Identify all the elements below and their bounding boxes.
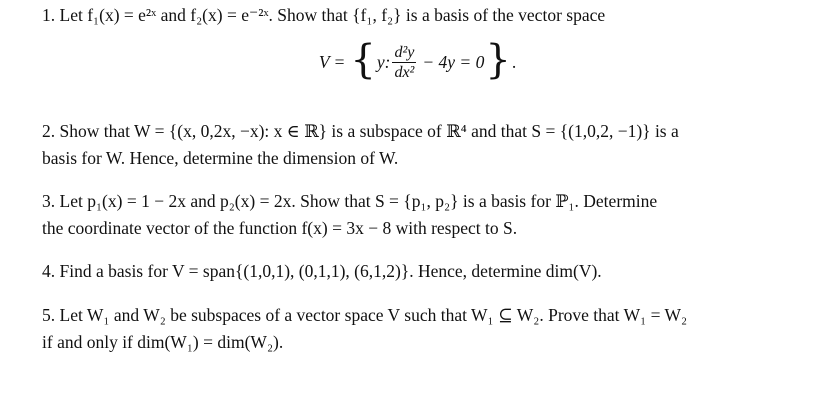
problem-3-line-2: the coordinate vector of the function f(x) = 3x − 8 with respect to S. <box>42 218 518 238</box>
vector-space-definition <box>0 37 835 98</box>
problem-1-line-1: 1. Let f₁(x) = e²ˣ and f₂(x) = e⁻²ˣ. Show that {f₁, f₂} is a basis of the vector space <box>42 5 606 25</box>
problem-1 <box>42 2 795 29</box>
set-close-brace: } <box>485 37 511 83</box>
problem-4-line-1: 4. Find a basis for V = span{(1,0,1), (0,1,1), (6,1,2)}. Hence, determine dim(V). <box>42 261 602 281</box>
problem-5 <box>42 302 795 356</box>
problem-2 <box>42 118 795 172</box>
display-period: . <box>511 51 517 72</box>
display-var: y: <box>376 51 391 72</box>
problem-2-line-2: basis for W. Hence, determine the dimension of W. <box>42 148 399 168</box>
derivative-fraction <box>392 44 416 81</box>
fraction-numerator: d²y <box>394 43 415 61</box>
display-rest: − 4y = 0 <box>422 51 485 72</box>
problem-4 <box>42 258 795 285</box>
problem-5-line-2: if and only if dim(W₁) = dim(W₂). <box>42 332 284 352</box>
problem-2-line-1: 2. Show that W = {(x, 0,2x, −x): x ∈ ℝ} is a subspace of ℝ⁴ and that S = {(1,0,2, −1)} is a <box>42 121 679 141</box>
problem-3-line-1: 3. Let p₁(x) = 1 − 2x and p₂(x) = 2x. Show that S = {p₁, p₂} is a basis for ℙ₁. Determine <box>42 191 658 211</box>
display-lhs: V = <box>318 51 346 72</box>
set-open-brace: { <box>350 37 376 83</box>
problem-5-line-1: 5. Let W₁ and W₂ be subspaces of a vector space V such that W₁ ⊆ W₂. Prove that W₁ = W₂ <box>42 305 688 325</box>
fraction-denominator: dx² <box>394 63 415 81</box>
problem-3 <box>42 188 795 242</box>
